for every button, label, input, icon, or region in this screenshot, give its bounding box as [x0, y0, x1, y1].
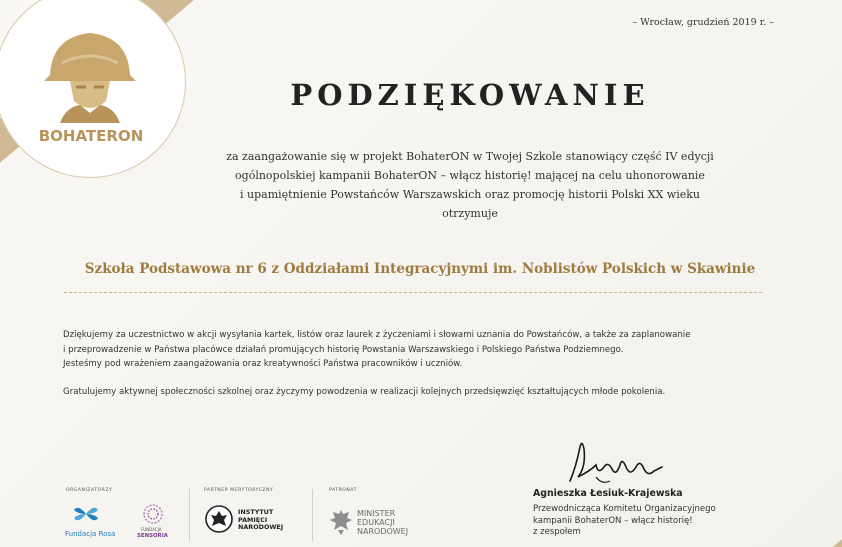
- ipn-name-line: PAMIĘCI: [238, 515, 268, 524]
- body-text: [63, 328, 803, 399]
- ipn-name-line: INSTYTUT: [238, 508, 274, 516]
- footer-divider: [189, 489, 190, 541]
- signatory-role-line: z zespołem: [533, 527, 581, 537]
- partner-label: PARTNER MERYTORYCZNY: [204, 488, 274, 493]
- closing-line: Gratulujemy aktywnej społeczności szkolnej oraz życzymy powodzenia w realizacji kolejnych przedsięwzięć kształtujących młode pokolenia.: [63, 386, 666, 397]
- intro-line: ogólnopolskiej kampanii BohaterON – włącz historię! mającej na celu uhonorowanie: [235, 169, 705, 182]
- signatory-name: Agnieszka Łesiuk-Krajewska: [533, 488, 683, 499]
- helmeted-soldier-icon: [40, 23, 140, 123]
- date-line: – Wrocław, grudzień 2019 r. –: [632, 17, 774, 28]
- fundacja-sensoria-icon: [142, 503, 164, 525]
- eagle-emblem-icon: [329, 508, 353, 536]
- bohateron-logo: [0, 0, 186, 178]
- fundacja-sensoria-label: FUNDACJA: [141, 527, 162, 532]
- fundacja-rosa-name: Fundacja Rosa: [65, 530, 116, 538]
- intro-paragraph: [180, 147, 760, 223]
- decorative-band-bottom-right: [777, 453, 842, 547]
- signatory-role-line: kampanii BohaterON – włącz historię!: [533, 515, 693, 526]
- men-name: [357, 509, 408, 536]
- intro-line: i upamiętnienie Powstańców Warszawskich oraz promocję historii Polski XX wieku: [240, 188, 700, 201]
- logo-brand-text: BOHATERON: [38, 127, 144, 145]
- fundacja-rosa-icon: [72, 502, 100, 526]
- footer-divider: [312, 489, 313, 541]
- fundacja-sensoria-name: SENSORIA: [137, 533, 168, 539]
- intro-line: za zaangażowanie się w projekt BohaterON w Twojej Szkole stanowiący część IV edycji: [226, 150, 714, 163]
- body-line: i przeprowadzenie w Państwa placówce działań promujących historię Powstania Warszawskiego i Polskiego Państwa Podziemnego.: [63, 344, 624, 355]
- ipn-name: [238, 509, 283, 532]
- organizers-label: ORGANIZATORZY: [66, 488, 113, 493]
- body-line: Dziękujemy za uczestnictwo w akcji wysyłania kartek, listów oraz laurek z życzeniami i słowami uznania do Powstańców, a także za zaplanowanie: [63, 330, 691, 340]
- ipn-name-line: NARODOWEJ: [238, 523, 284, 532]
- signatory-role-line: Przewodnicząca Komitetu Organizacyjnego: [533, 504, 716, 514]
- men-name-line: EDUKACJI: [357, 518, 395, 527]
- patron-label: PATRONAT: [329, 488, 357, 493]
- signatory-role: [533, 504, 716, 539]
- recipient-name: Szkoła Podstawowa nr 6 z Oddziałami Integracyjnymi im. Noblistów Polskich w Skawinie: [84, 261, 756, 277]
- body-line: Jesteśmy pod wrażeniem zaangażowania oraz kreatywności Państwa pracowników i uczniów.: [63, 359, 463, 369]
- page-title: PODZIĘKOWANIE: [290, 78, 650, 112]
- dashed-divider: [64, 292, 762, 293]
- men-name-line: NARODOWEJ: [357, 527, 409, 536]
- men-name-line: MINISTER: [357, 509, 396, 518]
- handwritten-signature: [566, 437, 666, 487]
- ipn-eagle-icon: [205, 505, 233, 533]
- intro-line: otrzymuje: [442, 207, 498, 220]
